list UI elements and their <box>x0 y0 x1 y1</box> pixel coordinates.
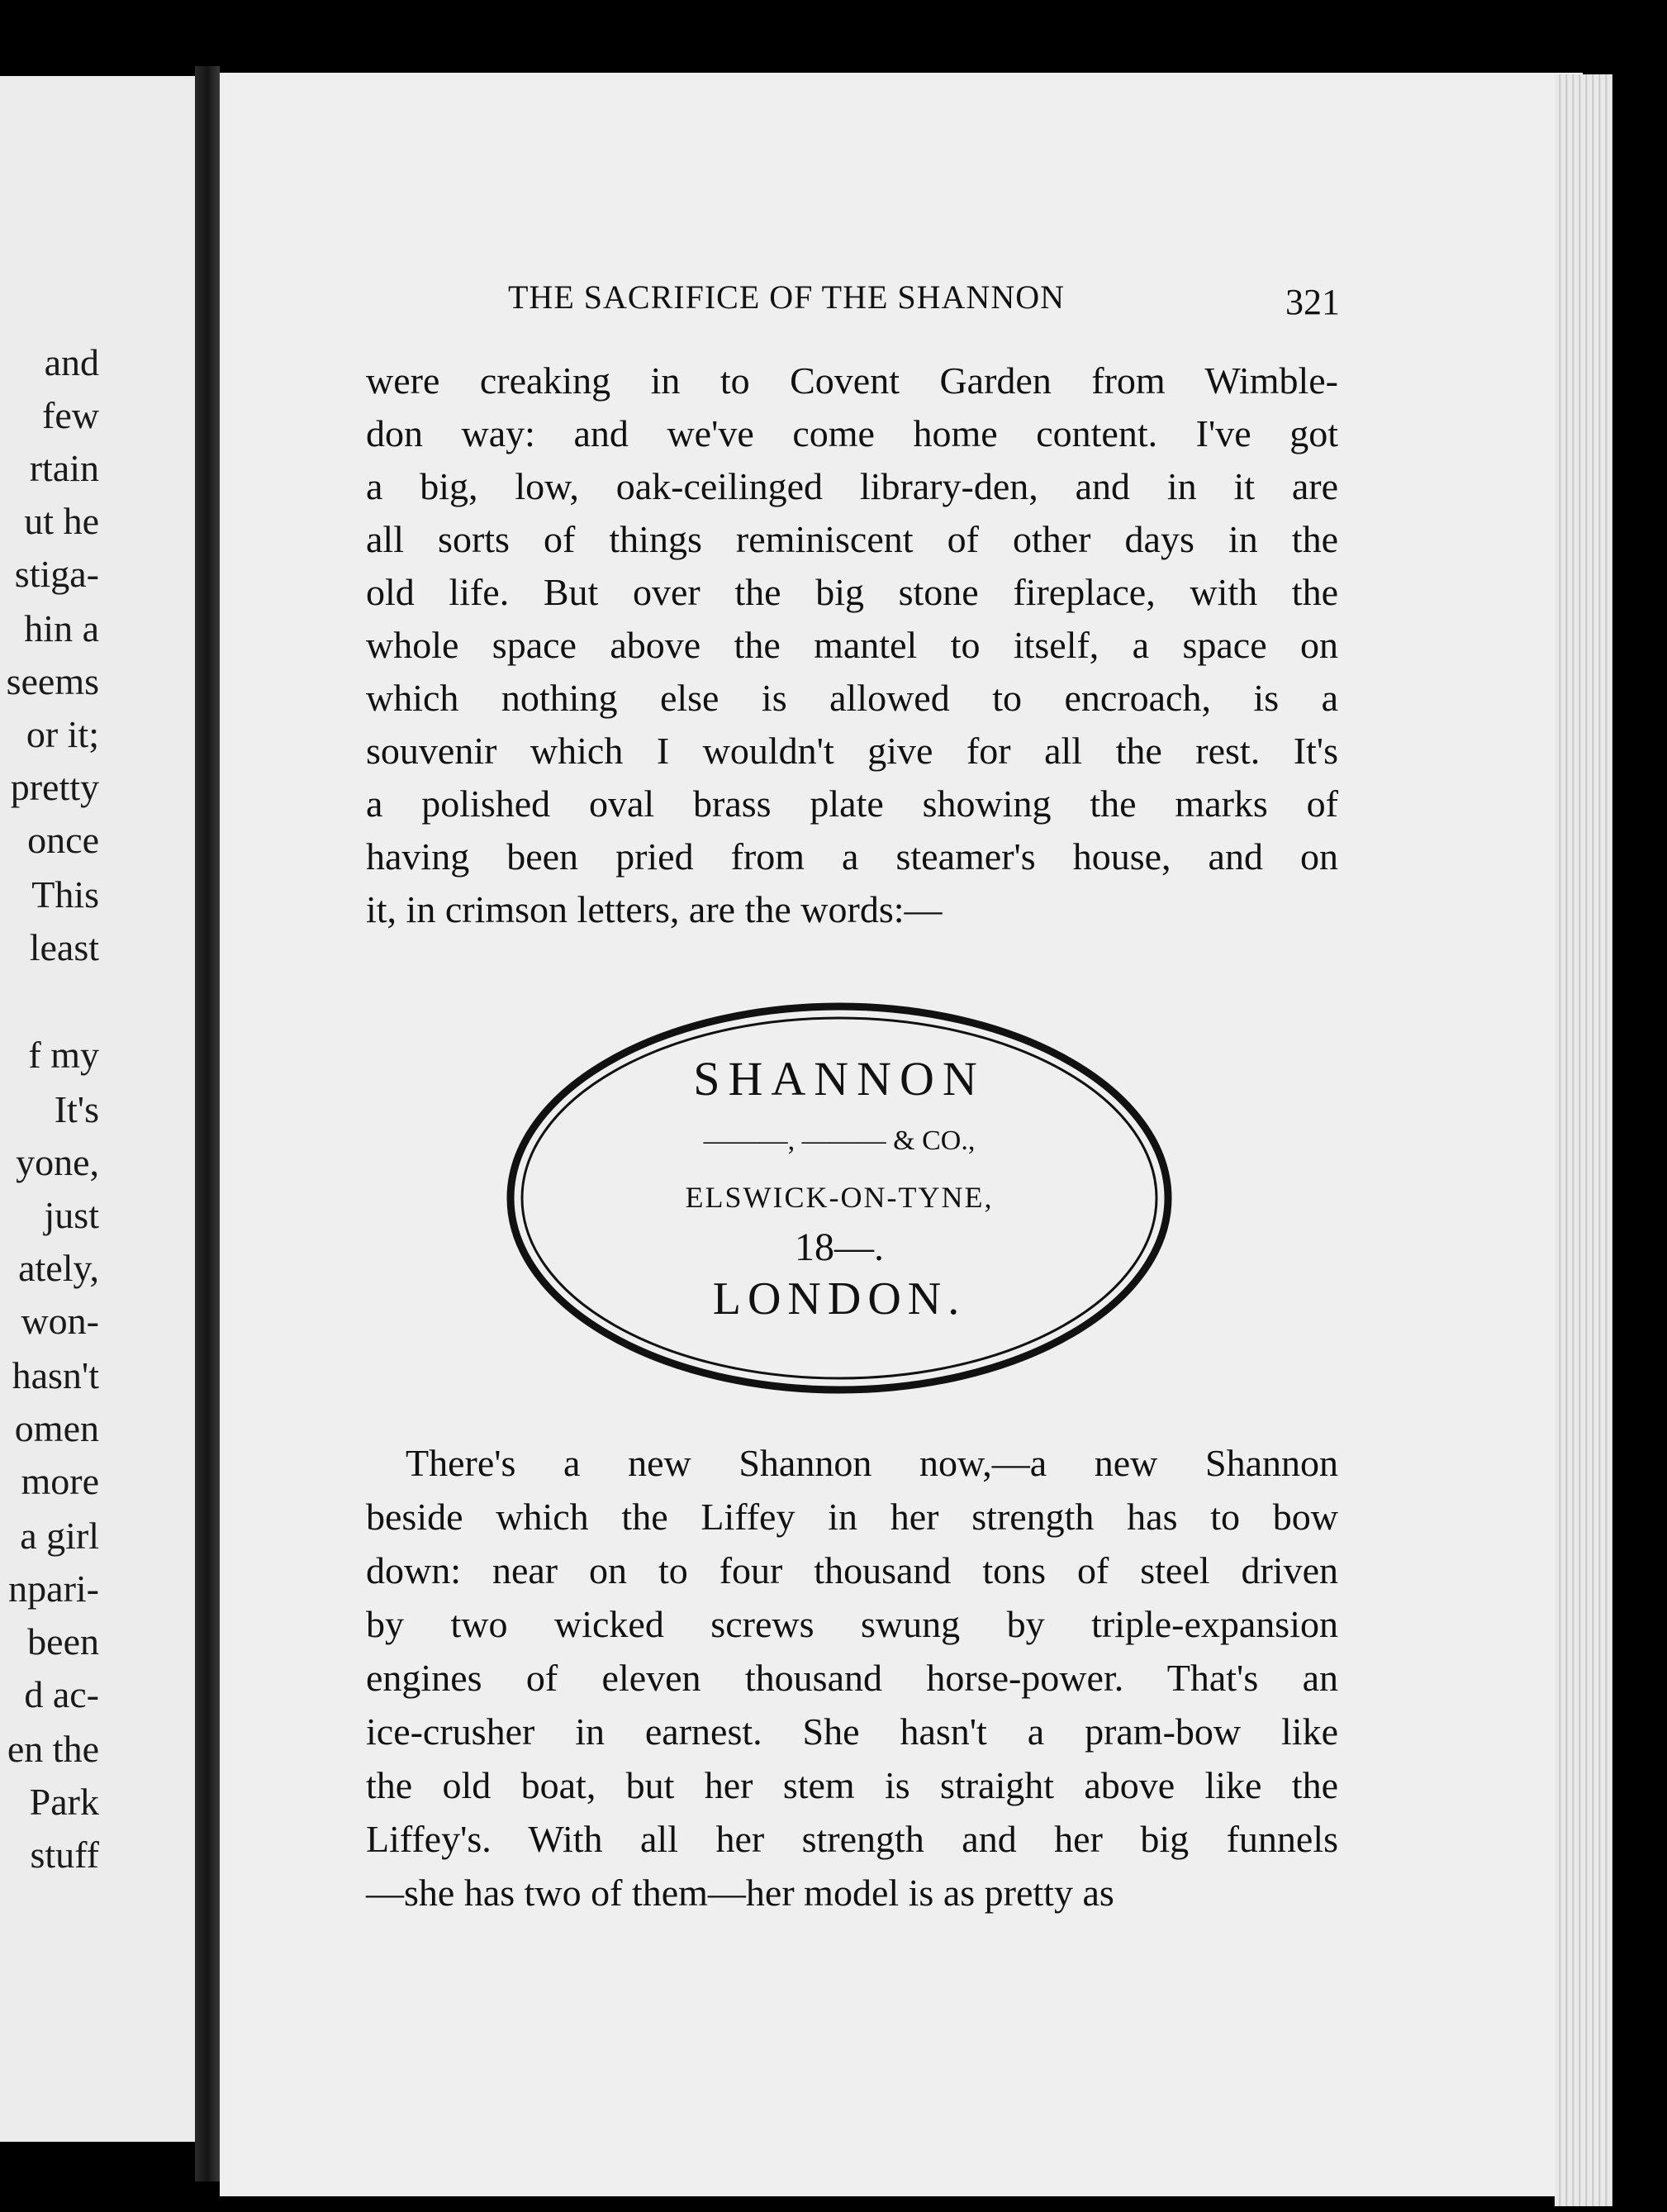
left-page-line <box>0 818 195 868</box>
plate-line-2: ———, ——— & CO., <box>703 1125 976 1156</box>
left-page-line <box>0 499 195 549</box>
left-page-line-text: d ac- <box>24 1673 99 1715</box>
left-page-line-text: more <box>21 1460 99 1502</box>
text-line: There's a new Shannon now,—a new Shannon <box>406 1442 1338 1484</box>
text-line: —she has two of them—her model is as pretty as <box>366 1872 1114 1914</box>
left-page-line-text: It's <box>54 1088 99 1130</box>
left-page-line-text: f my <box>28 1034 99 1076</box>
text-line: engines of eleven thousand horse-power. That's an <box>366 1657 1338 1699</box>
left-page-line <box>0 1193 195 1243</box>
text-line: don way: and we've come home content. I've got <box>366 412 1338 454</box>
brass-plate <box>502 1000 1176 1396</box>
left-page-line-text: stuff <box>30 1834 99 1876</box>
text-line: having been pried from a steamer's house, and on <box>366 835 1338 878</box>
text-line: which nothing else is allowed to encroach, is a <box>366 677 1338 719</box>
left-page-line <box>0 446 195 496</box>
left-page-line-text: seems <box>6 660 99 702</box>
left-page-line <box>0 1353 195 1403</box>
text-line: a polished oval brass plate showing the marks of <box>366 783 1338 825</box>
left-page-line <box>0 1567 195 1616</box>
text-line: whole space above the mantel to itself, a space on <box>366 624 1338 666</box>
left-page-line-text: been <box>27 1620 99 1663</box>
left-page-line-text: pretty <box>10 766 99 808</box>
text-line: Liffey's. With all her strength and her big funnels <box>366 1818 1338 1860</box>
plate-line-4: 18—. <box>795 1225 884 1269</box>
text-line: ice-crusher in earnest. She hasn't a pram-bow like <box>366 1710 1338 1753</box>
text-line: by two wicked screws swung by triple-expansion <box>366 1603 1338 1645</box>
plate-line-3: ELSWICK-ON-TYNE, <box>685 1181 994 1214</box>
left-page-line <box>0 873 195 922</box>
left-page-line-text: npari- <box>8 1567 99 1610</box>
left-page-line <box>0 1140 195 1190</box>
left-page-line-text: ut he <box>24 500 99 542</box>
left-page-line <box>0 1087 195 1137</box>
left-page-line <box>0 765 195 815</box>
left-page-line-text: yone, <box>16 1141 99 1183</box>
text-line: souvenir which I wouldn't give for all the rest. It's <box>366 730 1338 772</box>
text-line: the old boat, but her stem is straight above like the <box>366 1764 1338 1806</box>
left-page-line <box>0 552 195 602</box>
left-page-line-text: just <box>44 1194 99 1236</box>
text-line: beside which the Liffey in her strength has to bow <box>366 1496 1338 1538</box>
left-page-line <box>0 1406 195 1456</box>
left-page-line-text: Park <box>29 1781 99 1823</box>
plate-line-1: SHANNON <box>693 1052 985 1106</box>
text-line: all sorts of things reminiscent of other days in the <box>366 518 1338 560</box>
left-page-line-text: least <box>29 926 99 968</box>
text-line: old life. But over the big stone fireplace, with the <box>366 571 1338 613</box>
plate-line-5: LONDON. <box>712 1273 966 1325</box>
left-page-line <box>0 1620 195 1669</box>
left-page-line-text: omen <box>14 1407 99 1449</box>
left-page-line-text: ately, <box>18 1247 99 1289</box>
left-page-line <box>0 925 195 975</box>
text-line: a big, low, oak-ceilinged library-den, and in it are <box>366 465 1338 507</box>
page-edges <box>1555 74 1612 2206</box>
left-page-line-text: a girl <box>20 1515 99 1557</box>
text-line: it, in crimson letters, are the words:— <box>366 888 943 930</box>
left-page-line <box>0 1727 195 1777</box>
left-page-line <box>0 659 195 709</box>
text-line: were creaking in to Covent Garden from Wimble- <box>366 359 1338 402</box>
left-page-line <box>0 340 195 390</box>
left-page-line <box>0 1833 195 1882</box>
left-page-line-text: rtain <box>29 447 99 489</box>
left-page-line <box>0 1672 195 1722</box>
left-page-line <box>0 1514 195 1563</box>
left-page-line-text: en the <box>7 1728 99 1770</box>
left-page-line <box>0 1780 195 1829</box>
left-page-line <box>0 980 195 1030</box>
left-page-line-text: won- <box>21 1300 99 1342</box>
left-page-line-text: once <box>27 819 99 861</box>
text-line: down: near on to four thousand tons of steel driven <box>366 1549 1338 1591</box>
book-gutter <box>195 66 220 2181</box>
left-page-line-text: hasn't <box>12 1354 99 1396</box>
left-page-line <box>0 1299 195 1349</box>
left-page-line-text: few <box>42 394 99 436</box>
left-page-line-text: or it; <box>26 713 99 755</box>
page-number: 321 <box>1285 282 1340 322</box>
left-page-line-text: stiga- <box>14 553 99 595</box>
left-page-line <box>0 607 195 656</box>
left-page-line <box>0 1033 195 1082</box>
left-page-line-text: and <box>44 341 99 383</box>
running-head: THE SACRIFICE OF THE SHANNON <box>508 278 1065 316</box>
left-page-line-text: hin a <box>24 607 99 649</box>
left-page-line <box>0 1459 195 1509</box>
left-page-line <box>0 712 195 762</box>
left-page-line-text: This <box>31 873 99 916</box>
left-page-line <box>0 1246 195 1296</box>
left-page-line <box>0 393 195 443</box>
